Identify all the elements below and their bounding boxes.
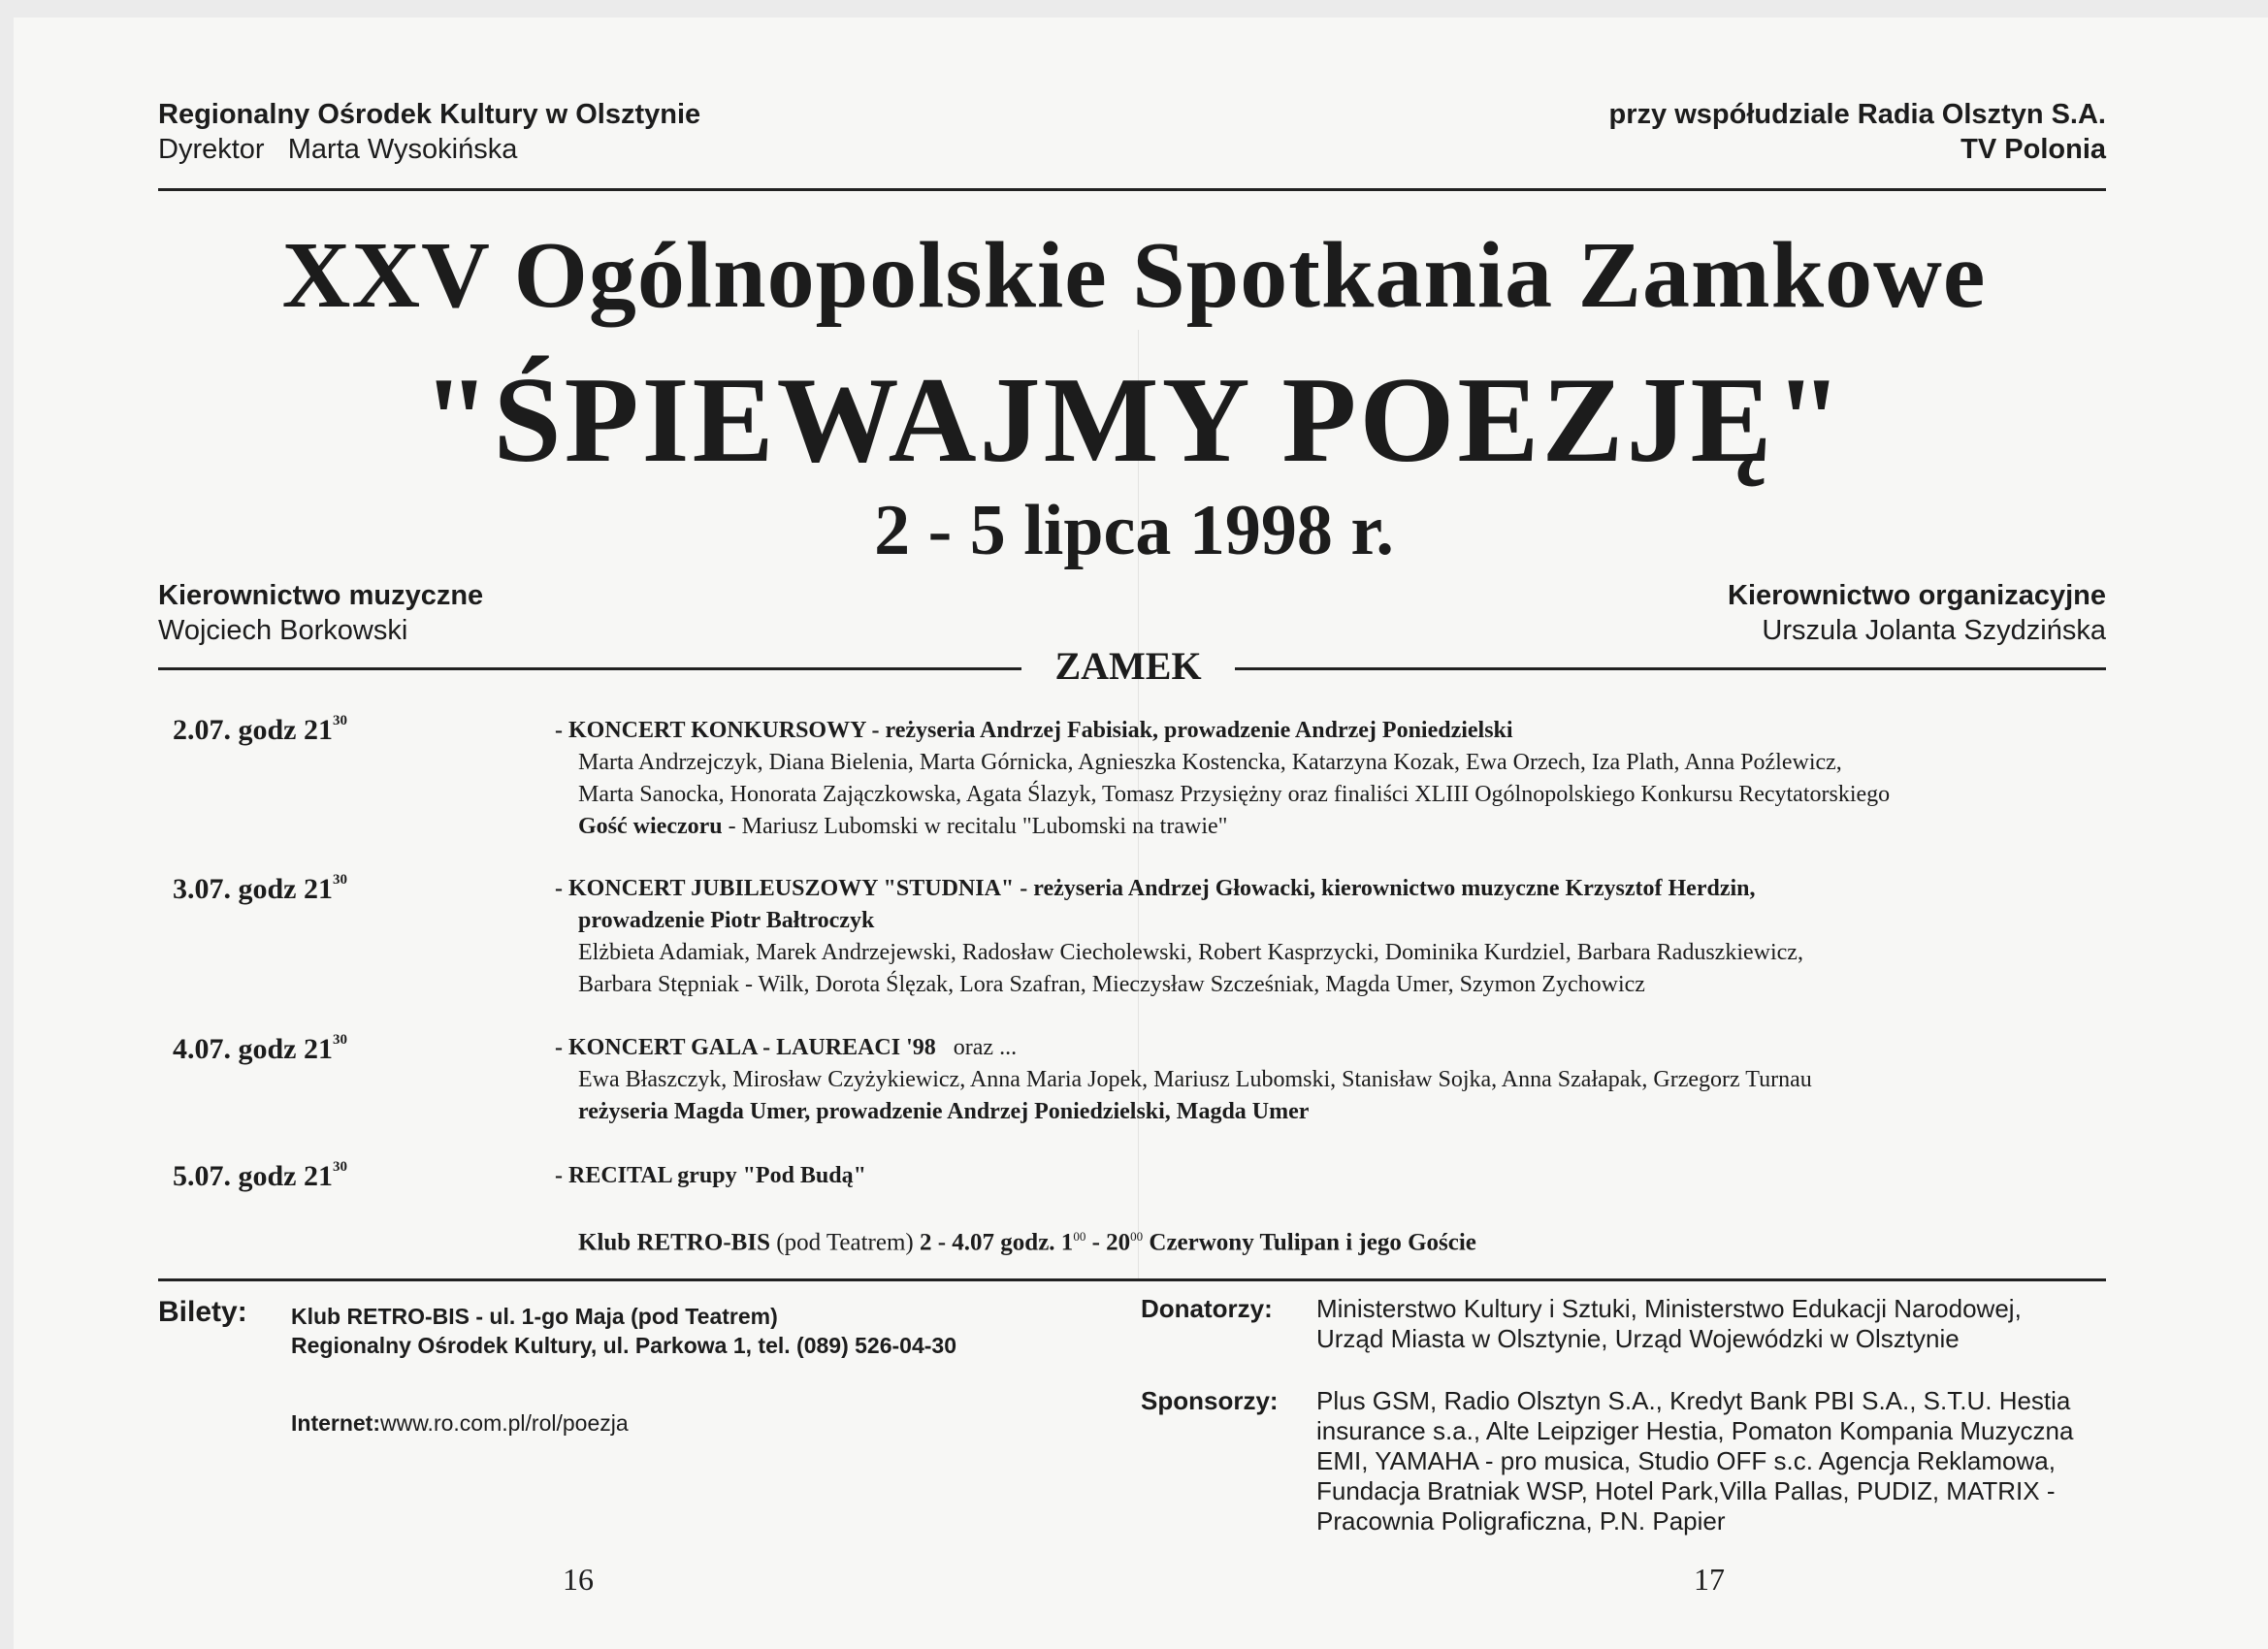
- donors-list: [1316, 1294, 2022, 1354]
- event-details: [555, 873, 2204, 1001]
- event-title: - KONCERT GALA - LAUREACI '98: [555, 1035, 936, 1060]
- tickets-venue-1: Klub RETRO-BIS - ul. 1-go Maja (pod Teatrem): [291, 1304, 778, 1329]
- sponsors-label: Sponsorzy:: [1141, 1386, 1279, 1415]
- guest-text: - Mariusz Lubomski w recitalu "Lubomski na trawie": [722, 814, 1228, 839]
- event-date-text: 2.07. godz 21: [173, 714, 333, 746]
- event-title: - KONCERT KONKURSOWY - reżyseria Andrzej Fabisiak, prowadzenie Andrzej Poniedzielski: [555, 718, 1513, 743]
- venue-rule-left: [158, 667, 1021, 670]
- event-performers: Ewa Błaszczyk, Mirosław Czyżykiewicz, Anna Maria Jopek, Mariusz Lubomski, Stanisław Sojka, Anna Szałapak, Grzegorz Turnau: [578, 1067, 1812, 1092]
- event-time-minutes: 30: [333, 713, 347, 728]
- venue-heading: ZAMEK: [1054, 644, 1202, 688]
- event-title: - KONCERT JUBILEUSZOWY "STUDNIA" - reżyseria Andrzej Głowacki, kierownictwo muzyczne Krzysztof Herdzin,: [555, 876, 1756, 901]
- event-performers: Barbara Stępniak - Wilk, Dorota Ślęzak, Lora Szafran, Mieczysław Szcześniak, Magda Umer, Szymon Zychowicz: [578, 972, 1645, 997]
- director-label: Dyrektor: [158, 134, 265, 165]
- club-time-end: - 20: [1085, 1229, 1131, 1256]
- event-credits: reżyseria Magda Umer, prowadzenie Andrzej Poniedzielski, Magda Umer: [578, 1099, 1310, 1124]
- sponsors-line: Fundacja Bratniak WSP, Hotel Park,Villa Pallas, PUDIZ, MATRIX -: [1316, 1476, 2056, 1505]
- co-organizer: przy współudziale Radia Olsztyn S.A.: [1608, 99, 2106, 130]
- event-title-line: [555, 1032, 2204, 1064]
- donors-line: Ministerstwo Kultury i Sztuki, Ministerstwo Edukacji Narodowej,: [1316, 1294, 2022, 1323]
- club-time-end-minutes: 00: [1130, 1229, 1144, 1244]
- event-details: [555, 1032, 2204, 1128]
- festival-dates: 2 - 5 lipca 1998 r.: [874, 491, 1394, 570]
- tv-partner: TV Polonia: [1960, 134, 2106, 165]
- internet-label: Internet:: [291, 1410, 380, 1436]
- donors-line: Urząd Miasta w Olsztynie, Urząd Wojewódzki w Olsztynie: [1316, 1324, 1960, 1353]
- footer-divider: [158, 1278, 2106, 1281]
- venue-rule-right: [1235, 667, 2106, 670]
- event-performers: Marta Andrzejczyk, Diana Bielenia, Marta Górnicka, Agnieszka Kostencka, Katarzyna Kozak, Ewa Orzech, Iza Plath, Anna Poźlewicz,: [578, 750, 1842, 775]
- header-divider: [158, 188, 2106, 191]
- event-details: [555, 715, 2204, 843]
- event-date-text: 5.07. godz 21: [173, 1160, 333, 1192]
- event-title-continued: prowadzenie Piotr Bałtroczyk: [578, 908, 875, 933]
- internet-url[interactable]: www.ro.com.pl/rol/poezja: [380, 1410, 629, 1436]
- event-time-minutes: 30: [333, 1032, 347, 1048]
- page-number-right: 17: [1694, 1562, 1725, 1597]
- event-date: [173, 1033, 347, 1066]
- donors-label: Donatorzy:: [1141, 1294, 1273, 1323]
- event-performers: Elżbieta Adamiak, Marek Andrzejewski, Radosław Ciecholewski, Robert Kasprzycki, Dominika Kurdziel, Barbara Raduszkiewicz,: [578, 940, 1803, 965]
- event-date: [173, 714, 347, 747]
- event-date-text: 4.07. godz 21: [173, 1033, 333, 1065]
- director-line: [158, 132, 517, 167]
- organization-name: Urszula Jolanta Szydzińska: [1762, 615, 2106, 646]
- sponsors-line: insurance s.a., Alte Leipziger Hestia, Pomaton Kompania Muzyczna: [1316, 1416, 2074, 1445]
- event-time-minutes: 30: [333, 1159, 347, 1175]
- page-number-left: 16: [563, 1562, 594, 1597]
- tickets-label: Bilety:: [158, 1296, 247, 1328]
- guest-label: Gość wieczoru: [578, 814, 723, 839]
- club-dates: 2 - 4.07 godz. 1: [913, 1229, 1074, 1256]
- event-title-extra: oraz ...: [953, 1035, 1018, 1060]
- event-title: - RECITAL grupy "Pod Budą": [555, 1163, 866, 1188]
- club-performer: Czerwony Tulipan i jego Goście: [1143, 1229, 1476, 1256]
- festival-title: XXV Ogólnopolskie Spotkania Zamkowe: [281, 223, 1987, 328]
- club-name: Klub RETRO-BIS: [578, 1229, 770, 1256]
- sponsors-line: Pracownia Poligraficzna, P.N. Papier: [1316, 1506, 1726, 1536]
- event-date-text: 3.07. godz 21: [173, 873, 333, 905]
- organizer-name: Regionalny Ośrodek Kultury w Olsztynie: [158, 99, 701, 130]
- event-performers: Marta Sanocka, Honorata Zajączkowska, Agata Ślazyk, Tomasz Przysiężny oraz finaliści XLIII Ogólnopolskiego Konkursu Recytatorskiego: [578, 782, 1891, 807]
- sponsors-list: [1316, 1386, 2073, 1536]
- tickets-venue-2: Regionalny Ośrodek Kultury, ul. Parkowa 1, tel. (089) 526-04-30: [291, 1333, 956, 1358]
- event-details: [555, 1160, 2204, 1192]
- festival-motto: "ŚPIEWAJMY POEZJĘ": [422, 353, 1846, 488]
- club-place: (pod Teatrem): [770, 1229, 914, 1256]
- music-direction-name: Wojciech Borkowski: [158, 615, 408, 646]
- event-time-minutes: 30: [333, 872, 347, 888]
- music-direction-label: Kierownictwo muzyczne: [158, 580, 484, 611]
- internet-line: [291, 1408, 629, 1439]
- sponsors-line: EMI, YAMAHA - pro musica, Studio OFF s.c. Agencja Reklamowa,: [1316, 1446, 2056, 1475]
- director-name: Marta Wysokińska: [287, 134, 518, 165]
- sponsors-line: Plus GSM, Radio Olsztyn S.A., Kredyt Bank PBI S.A., S.T.U. Hestia: [1316, 1386, 2071, 1415]
- event-date: [173, 1160, 347, 1193]
- event-guest: [555, 811, 2204, 843]
- club-time-start-minutes: 00: [1073, 1229, 1086, 1244]
- event-date: [173, 873, 347, 906]
- club-event: [578, 1220, 2227, 1258]
- organization-label: Kierownictwo organizacyjne: [1728, 580, 2106, 611]
